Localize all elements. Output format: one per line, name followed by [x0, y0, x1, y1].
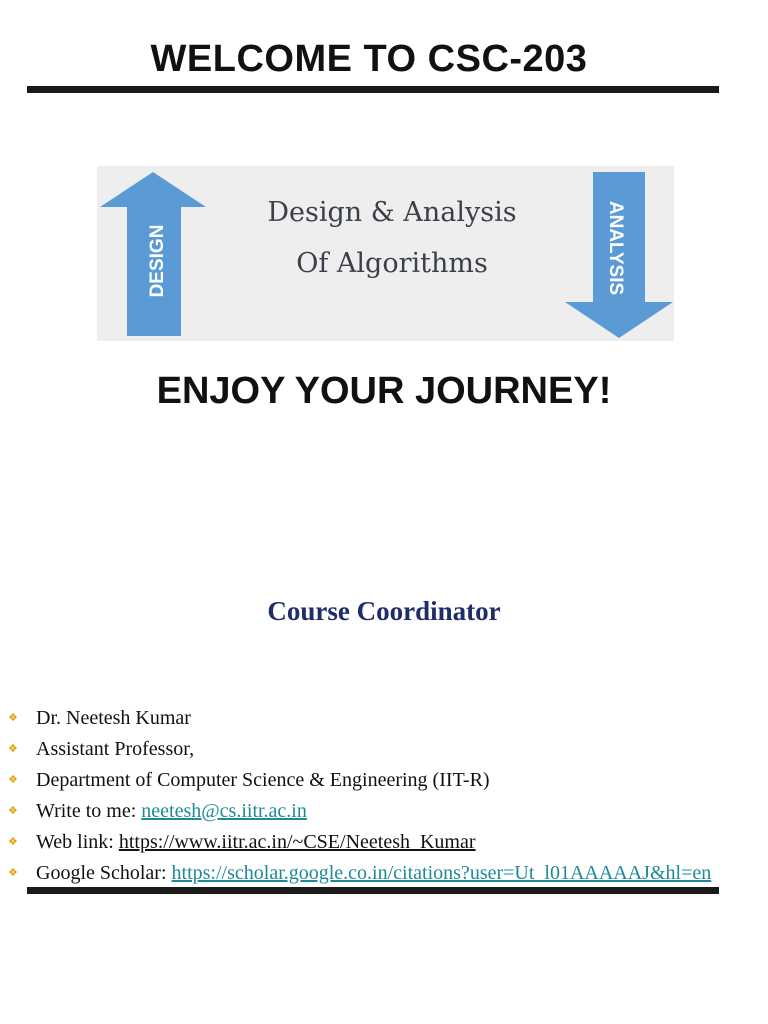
design-label: DESIGN — [147, 224, 168, 298]
email-label: Write to me: — [36, 799, 142, 822]
arrow-up-icon — [100, 172, 206, 336]
list-item — [8, 702, 711, 733]
diamond-bullet-icon: ❖ — [8, 866, 18, 879]
page-title: WELCOME TO CSC-203 — [150, 38, 588, 80]
google-scholar-link[interactable]: https://scholar.google.co.in/citations?user=Ut_l01AAAAAJ&hl=en — [171, 861, 712, 884]
banner-title-line-2: Of Algorithms — [296, 248, 488, 279]
analysis-label: ANALYSIS — [605, 200, 626, 296]
list-item — [8, 764, 711, 795]
bottom-divider — [27, 887, 719, 894]
coordinator-position: Assistant Professor, — [36, 737, 195, 760]
top-divider — [27, 86, 719, 93]
diamond-bullet-icon: ❖ — [8, 742, 18, 755]
coordinator-heading: Course Coordinator — [267, 596, 501, 626]
list-item — [8, 795, 711, 826]
list-item — [8, 857, 711, 888]
coordinator-name: Dr. Neetesh Kumar — [36, 706, 191, 729]
web-link-label: Web link: — [36, 830, 119, 853]
diamond-bullet-icon: ❖ — [8, 773, 18, 786]
tagline: ENJOY YOUR JOURNEY! — [156, 370, 612, 412]
web-link[interactable]: https://www.iitr.ac.in/~CSE/Neetesh_Kumar — [118, 830, 476, 853]
course-banner — [97, 166, 674, 341]
email-link[interactable]: neetesh@cs.iitr.ac.in — [141, 799, 307, 822]
list-item — [8, 826, 711, 857]
coordinator-contact-list — [8, 702, 711, 888]
diamond-bullet-icon: ❖ — [8, 835, 18, 848]
google-scholar-label: Google Scholar: — [36, 861, 172, 884]
coordinator-department: Department of Computer Science & Engineering (IIT-R) — [36, 768, 490, 791]
diamond-bullet-icon: ❖ — [8, 804, 18, 817]
list-item — [8, 733, 711, 764]
diamond-bullet-icon: ❖ — [8, 711, 18, 724]
banner-title-line-1: Design & Analysis — [267, 197, 517, 228]
